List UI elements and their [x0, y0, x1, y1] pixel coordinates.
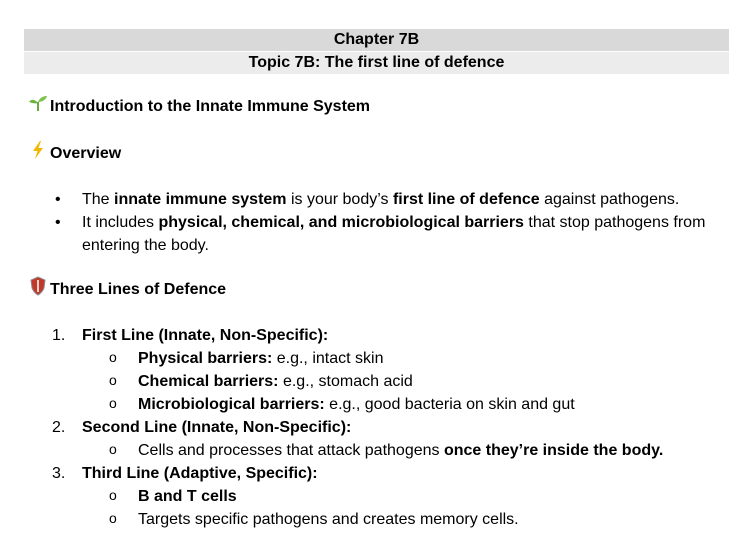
- document-header: [24, 29, 729, 74]
- list-item: • It includes physical, chemical, and microbiological barriers that stop pathogens from entering the body.: [52, 211, 732, 257]
- list-item: o Targets specific pathogens and creates memory cells.: [108, 508, 742, 531]
- overview-bullets: [52, 188, 732, 257]
- list-item: 1. First Line (Innate, Non-Specific): o Physical barriers: e.g., intact skin o Chemical barriers: e.g., stomach acid o Microbiological barriers: e.g., good bacteria on skin and gut: [52, 324, 742, 416]
- chapter-title: Chapter 7B: [24, 29, 729, 51]
- list-item: • The innate immune system is your body’s first line of defence against pathogens.: [52, 188, 732, 211]
- intro-title: Introduction to the Innate Immune System: [50, 98, 371, 115]
- shield-icon: [28, 276, 48, 296]
- list-item: o Microbiological barriers: e.g., good bacteria on skin and gut: [108, 393, 742, 416]
- list-item: o B and T cells: [108, 485, 742, 508]
- seedling-icon: [28, 93, 48, 113]
- list-item: 3. Third Line (Adaptive, Specific): o B and T cells o Targets specific pathogens and creates memory cells.: [52, 462, 742, 531]
- list-item: o Cells and processes that attack pathogens once they’re inside the body.: [108, 439, 742, 462]
- lightning-icon: [28, 140, 48, 160]
- list-item: o Chemical barriers: e.g., stomach acid: [108, 370, 742, 393]
- list-item: 2. Second Line (Innate, Non-Specific): o Cells and processes that attack pathogens once they’re inside the body.: [52, 416, 742, 462]
- intro-heading: [28, 96, 370, 118]
- three-lines-heading: [28, 279, 226, 301]
- three-lines-title: Three Lines of Defence: [50, 281, 227, 298]
- list-item: o Physical barriers: e.g., intact skin: [108, 347, 742, 370]
- overview-heading: [28, 143, 121, 165]
- topic-title: Topic 7B: The first line of defence: [24, 52, 729, 74]
- overview-title: Overview: [50, 145, 122, 162]
- defence-lines-list: [52, 324, 742, 531]
